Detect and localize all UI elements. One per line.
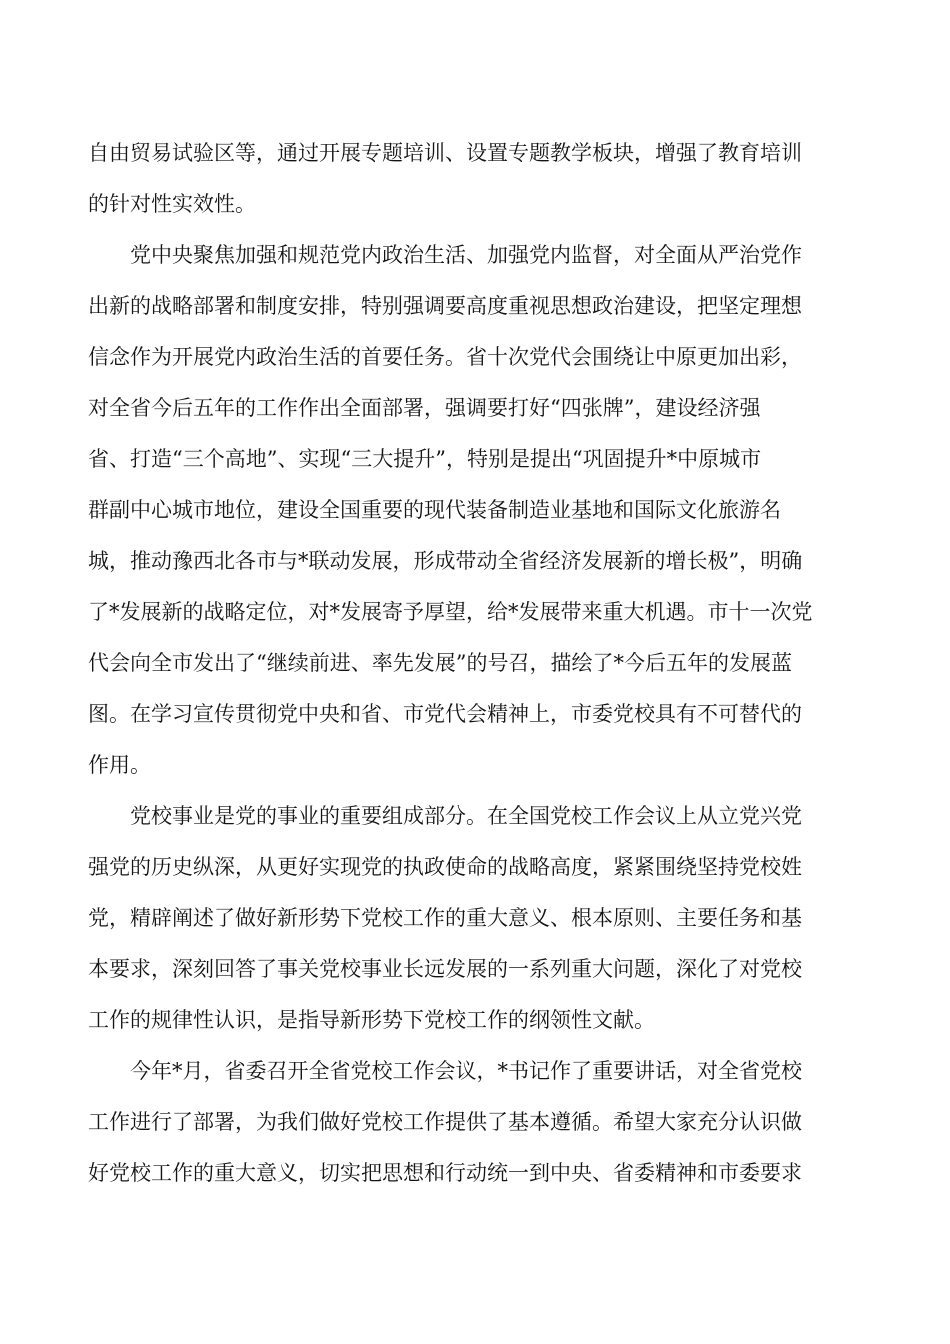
text-line: 的针对性实效性。 (88, 192, 256, 216)
text-line: 工作进行了部署，为我们做好党校工作提供了基本遵循。希望大家充分认识做 (88, 1110, 802, 1134)
text-line: 出新的战略部署和制度安排，特别强调要高度重视思想政治建设，把坚定理想 (88, 294, 802, 318)
text-line: 本要求，深刻回答了事关党校事业长远发展的一系列重大问题，深化了对党校 (88, 957, 802, 981)
text-line: 党中央聚焦加强和规范党内政治生活、加强党内监督，对全面从严治党作 (88, 243, 802, 267)
document-body (88, 128, 858, 1199)
text-line: 对全省今后五年的工作作出全面部署，强调要打好“四张牌”，建设经济强 (88, 396, 761, 420)
text-line: 自由贸易试验区等，通过开展专题培训、设置专题教学板块，增强了教育培训 (88, 141, 802, 165)
text-line: 党校事业是党的事业的重要组成部分。在全国党校工作会议上从立党兴党 (88, 804, 802, 828)
text-line: 省、打造“三个高地”、实现“三大提升”，特别是提出“巩固提升*中原城市 (88, 447, 762, 471)
text-line: 工作的规律性认识，是指导新形势下党校工作的纲领性文献。 (88, 1008, 655, 1032)
text-line: 代会向全市发出了“继续前进、率先发展”的号召，描绘了*今后五年的发展蓝 (88, 651, 792, 675)
text-line: 了*发展新的战略定位，对*发展寄予厚望，给*发展带来重大机遇。市十一次党 (88, 600, 813, 624)
text-line: 强党的历史纵深，从更好实现党的执政使命的战略高度，紧紧围绕坚持党校姓 (88, 855, 802, 879)
text-line: 党，精辟阐述了做好新形势下党校工作的重大意义、根本原则、主要任务和基 (88, 906, 802, 930)
text-line: 信念作为开展党内政治生活的首要任务。省十次党代会围绕让中原更加出彩， (88, 345, 802, 369)
text-line: 今年*月，省委召开全省党校工作会议，*书记作了重要讲话，对全省党校 (88, 1059, 802, 1083)
text-line: 图。在学习宣传贯彻党中央和省、市党代会精神上，市委党校具有不可替代的 (88, 702, 802, 726)
text-line: 城，推动豫西北各市与*联动发展，形成带动全省经济发展新的增长极”，明确 (88, 549, 803, 573)
text-line: 群副中心城市地位，建设全国重要的现代装备制造业基地和国际文化旅游名 (88, 498, 781, 522)
text-line: 好党校工作的重大意义，切实把思想和行动统一到中央、省委精神和市委要求 (88, 1161, 802, 1185)
text-line: 作用。 (88, 753, 151, 777)
